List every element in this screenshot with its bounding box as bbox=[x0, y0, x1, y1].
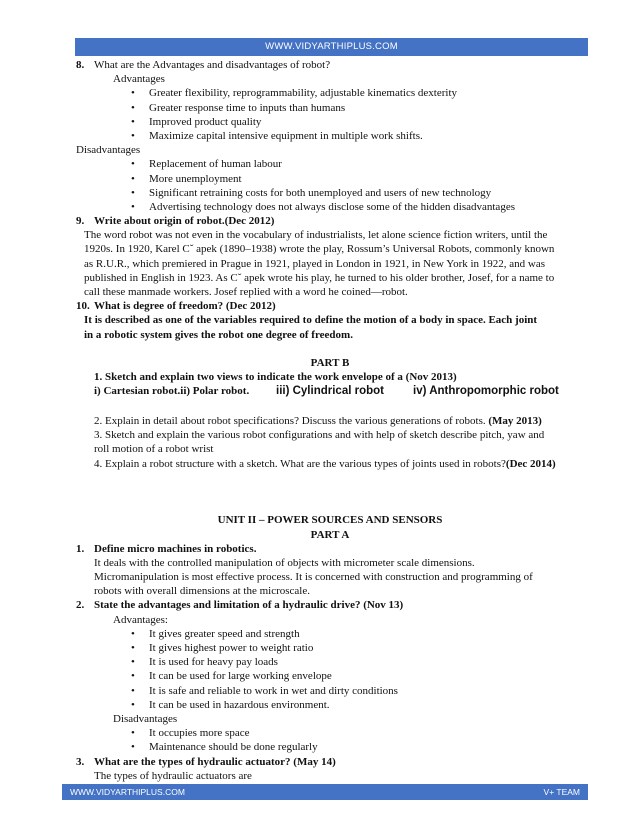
footer-site-link[interactable]: WWW.VIDYARTHIPLUS.COM bbox=[70, 787, 185, 797]
document-body bbox=[0, 58, 638, 783]
list-item: • It gives highest power to weight ratio bbox=[131, 642, 314, 654]
paragraph-line: published in English in 1923. As Cˇ apek wrote his play, he turned to his older brother, Josef, for a name to bbox=[84, 271, 555, 284]
footer-banner bbox=[62, 784, 588, 800]
footer-team-label: V+ TEAM bbox=[543, 787, 580, 797]
bullet-icon: • bbox=[131, 741, 135, 754]
bullet-icon: • bbox=[131, 727, 135, 740]
bullet-icon: • bbox=[131, 101, 135, 114]
bullet-icon: • bbox=[131, 698, 135, 711]
unit-heading: UNIT II – POWER SOURCES AND SENSORS bbox=[217, 514, 443, 527]
unit2-q2-advantages-heading: Advantages: bbox=[113, 613, 168, 626]
q10-question: 10. What is degree of freedom? (Dec 2012) bbox=[76, 300, 276, 313]
partb-q1-line2: i) Cartesian robot.ii) Polar robot. iii) Cylindrical robot iv) Anthropomorphic robot bbox=[94, 385, 559, 398]
list-item: • Advertising technology does not always disclose some of the hidden disadvantages bbox=[131, 200, 515, 213]
list-item: • More unemployment bbox=[131, 172, 242, 185]
part-a-heading: PART A bbox=[310, 528, 350, 541]
list-item: • Maintenance should be done regularly bbox=[131, 741, 318, 754]
bullet-icon: • bbox=[131, 200, 135, 213]
partb-q3-line2: roll motion of a robot wrist bbox=[94, 443, 214, 456]
paragraph-line: robots with overall dimensions at the microscale. bbox=[94, 585, 310, 598]
part-b-heading: PART B bbox=[310, 356, 350, 369]
list-item: • It can be used for large working envelope bbox=[131, 670, 332, 683]
bullet-icon: • bbox=[131, 158, 135, 171]
paragraph-line: The word robot was not even in the vocabulary of industrialists, let alone science fiction writers, until the bbox=[84, 229, 548, 242]
partb-q1-line1: 1. Sketch and explain two views to indicate the work envelope of a (Nov 2013) bbox=[94, 371, 457, 384]
list-item: • Replacement of human labour bbox=[131, 158, 282, 171]
bullet-icon: • bbox=[131, 186, 135, 199]
paragraph-line: call these manmade workers. Josef replied with a word he coined—robot. bbox=[84, 286, 408, 298]
bullet-icon: • bbox=[131, 87, 135, 100]
q8-advantages-heading: Advantages bbox=[113, 73, 165, 86]
unit2-q2-question: 2. State the advantages and limitation of a hydraulic drive? (Nov 13) bbox=[76, 599, 404, 612]
list-item: • It is used for heavy pay loads bbox=[131, 656, 278, 669]
paragraph-line: as R.U.R., which premiered in Prague in 1921, played in London in 1921, in New York in 1922, and was bbox=[84, 257, 546, 270]
partb-q3-line1: 3. Sketch and explain the various robot configurations and with help of sketch describe pitch, yaw and bbox=[94, 429, 545, 442]
list-item: • It is safe and reliable to work in wet and dirty conditions bbox=[131, 684, 398, 697]
bullet-icon: • bbox=[131, 642, 135, 654]
paragraph-line: It is described as one of the variables required to define the motion of a body in space. Each joint bbox=[84, 314, 538, 327]
list-item: • Greater response time to inputs than humans bbox=[131, 101, 346, 114]
unit2-q3-question: 3. What are the types of hydraulic actuator? (May 14) bbox=[76, 755, 336, 768]
unit2-q2-disadvantages-heading: Disadvantages bbox=[113, 712, 178, 725]
bullet-icon: • bbox=[131, 684, 135, 697]
partb-q2: 2. Explain in detail about robot specifications? Discuss the various generations of robots. (May 2013) bbox=[94, 415, 542, 427]
list-item: • Improved product quality bbox=[131, 115, 262, 128]
header-banner bbox=[75, 38, 588, 56]
bullet-icon: • bbox=[131, 656, 135, 669]
list-item: • It gives greater speed and strength bbox=[131, 627, 300, 640]
list-item: • Significant retraining costs for both unemployed and users of new technology bbox=[131, 186, 492, 199]
paragraph-line: It deals with the controlled manipulation of objects with micrometer scale dimensions. bbox=[94, 556, 475, 569]
q8-question: 8. What are the Advantages and disadvantages of robot? bbox=[76, 59, 331, 71]
list-item: • It occupies more space bbox=[131, 727, 250, 740]
header-site-link[interactable]: WWW.VIDYARTHIPLUS.COM bbox=[265, 41, 398, 52]
q8-disadvantages-heading: Disadvantages bbox=[76, 144, 141, 157]
paragraph-line: in a robotic system gives the robot one degree of freedom. bbox=[84, 328, 353, 341]
list-item: • Maximize capital intensive equipment in multiple work shifts. bbox=[131, 129, 423, 142]
bullet-icon: • bbox=[131, 129, 135, 142]
list-item: • Greater flexibility, reprogrammability, adjustable kinematics dexterity bbox=[131, 87, 457, 100]
bullet-icon: • bbox=[131, 627, 135, 640]
bullet-icon: • bbox=[131, 172, 135, 185]
bullet-icon: • bbox=[131, 115, 135, 128]
list-item: • It can be used in hazardous environment. bbox=[131, 698, 330, 711]
paragraph-line: The types of hydraulic actuators are bbox=[94, 769, 252, 782]
unit2-q1-question: 1. Define micro machines in robotics. bbox=[76, 542, 257, 555]
bullet-icon: • bbox=[131, 670, 135, 683]
paragraph-line: 1920s. In 1920, Karel Cˇ apek (1890–1938) wrote the play, Rossum’s Universal Robots, commonly known bbox=[84, 243, 555, 256]
q9-question: 9. Write about origin of robot.(Dec 2012) bbox=[76, 215, 275, 228]
paragraph-line: Micromanipulation is most effective process. It is concerned with construction and programming of bbox=[94, 571, 533, 584]
partb-q4: 4. Explain a robot structure with a sketch. What are the various types of joints used in robots?(Dec 2014) bbox=[94, 457, 556, 470]
